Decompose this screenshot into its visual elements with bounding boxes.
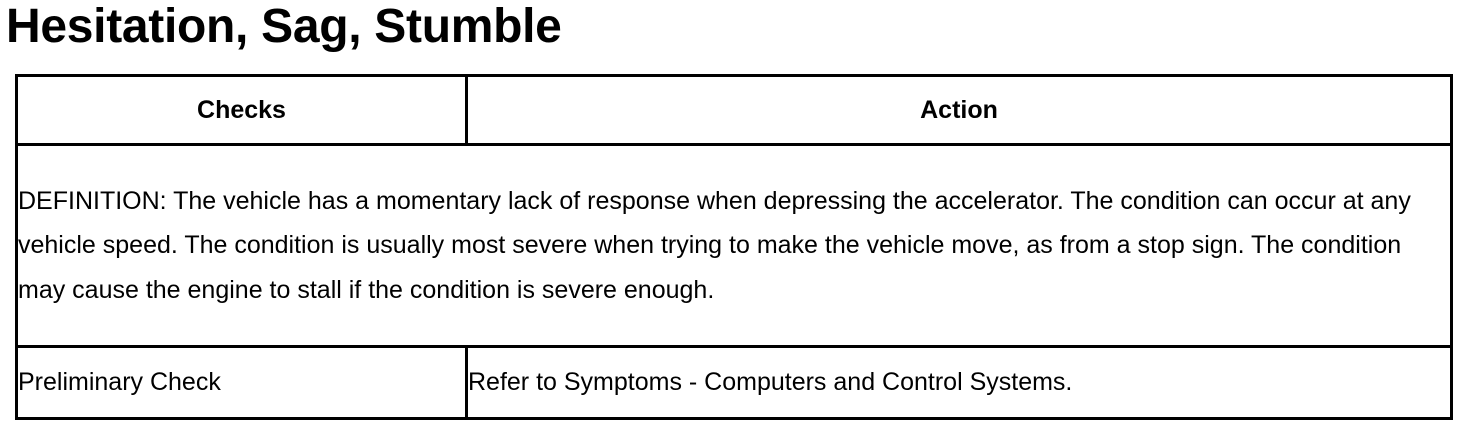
check-cell: Preliminary Check <box>17 347 467 419</box>
table-row <box>17 347 1452 419</box>
header-action: Action <box>467 76 1452 145</box>
action-cell: Refer to Symptoms - Computers and Control Systems. <box>467 347 1452 419</box>
diagnostic-table <box>15 74 1453 420</box>
definition-text: DEFINITION: The vehicle has a momentary lack of response when depressing the accelerator. The condition can occur at any vehicle speed. The condition is usually most severe when trying to make the vehicle move, as from a stop sign. The condition may cause the engine to stall if the condition is severe enough. <box>17 145 1452 347</box>
page-title: Hesitation, Sag, Stumble <box>6 0 562 53</box>
definition-row <box>17 145 1452 347</box>
header-checks: Checks <box>17 76 467 145</box>
table-header-row <box>17 76 1452 145</box>
